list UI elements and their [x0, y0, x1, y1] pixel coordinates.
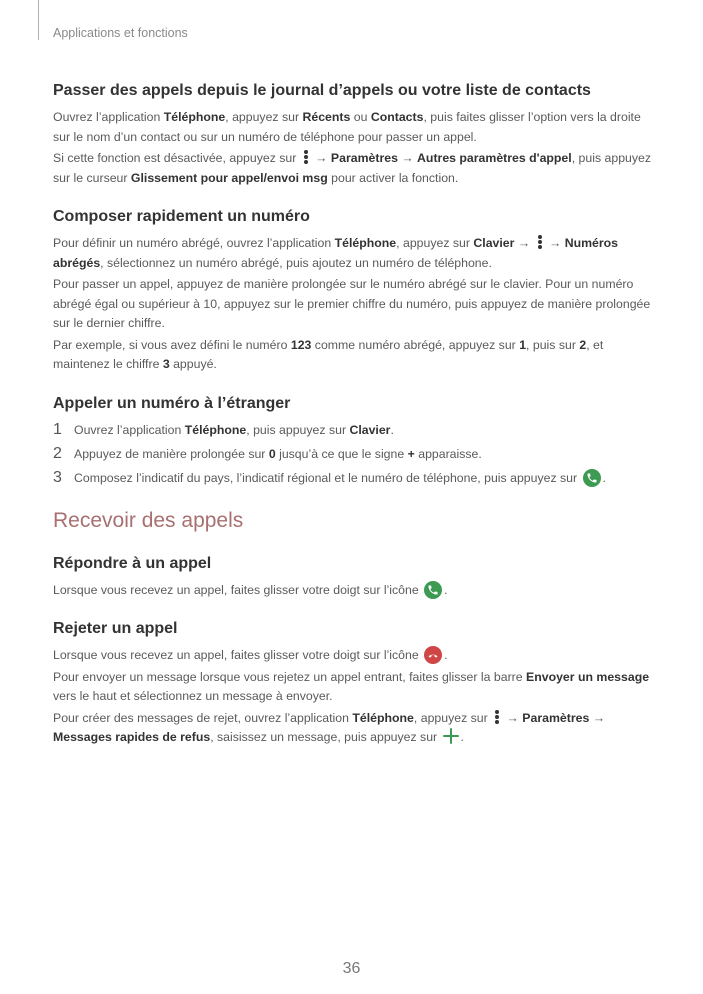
call-icon: [424, 581, 442, 599]
text: , puis sur: [526, 337, 580, 352]
text: →: [503, 710, 523, 725]
text: , sélectionnez un numéro abrégé, puis ajoutez un numéro de téléphone.: [100, 255, 492, 270]
text: Lorsque vous recevez un appel, faites glisser votre doigt sur l’icône: [53, 648, 423, 662]
step-number: 2: [53, 444, 62, 462]
text: Composez l’indicatif du pays, l’indicatif régional et le numéro de téléphone, puis appuyez sur: [74, 470, 581, 485]
page-header: Applications et fonctions: [53, 26, 188, 40]
text: Pour définir un numéro abrégé, ouvrez l’application: [53, 236, 335, 250]
text: apparaisse.: [414, 446, 482, 461]
text: comme numéro abrégé, appuyez sur: [311, 337, 520, 352]
paragraph: [53, 234, 653, 273]
bold-text: Paramètres: [330, 151, 398, 165]
paragraph: [53, 149, 653, 188]
bold-text: Numéros abrégés: [53, 236, 619, 270]
text: .: [390, 422, 394, 437]
bold-text: 0: [268, 446, 276, 461]
text: appuyé.: [169, 357, 217, 371]
text: Appuyez de manière prolongée sur: [74, 446, 269, 461]
header-rule: [38, 0, 39, 40]
text: , appuyez sur: [396, 236, 474, 250]
text: →: [311, 151, 331, 165]
bold-text: Envoyer un message: [526, 669, 650, 684]
text: Lorsque vous recevez un appel, faites glisser votre doigt sur l’icône: [53, 582, 423, 597]
section-title-international-call: Appeler un numéro à l’étranger: [53, 394, 291, 412]
text: , et maintenez le chiffre: [53, 337, 604, 371]
section-title-speed-dial: Composer rapidement un numéro: [53, 208, 310, 225]
bold-text: Téléphone: [334, 236, 397, 250]
more-options-icon: [537, 235, 543, 249]
text: , puis faites glisser l’option vers la droite sur le nom d’un contact ou sur un numéro de téléphone pour passer un appel.: [53, 110, 641, 144]
paragraph: [53, 646, 653, 666]
paragraph: [53, 336, 653, 375]
text: .: [460, 730, 464, 744]
text: .: [444, 582, 448, 597]
text: jusqu’à ce que le signe: [275, 446, 408, 461]
bold-text: Téléphone: [352, 710, 414, 725]
text: Ouvrez l’application: [74, 422, 185, 437]
call-icon: [583, 469, 601, 487]
text: →: [589, 710, 605, 725]
step-3: [53, 469, 653, 487]
bold-text: Messages rapides de refus: [53, 730, 211, 744]
page-content: [53, 82, 653, 750]
bold-text: +: [407, 446, 415, 461]
text: Par exemple, si vous avez défini le numéro: [53, 337, 291, 352]
text: pour activer la fonction.: [327, 170, 459, 185]
bold-text: 1: [519, 337, 527, 352]
text: Si cette fonction est désactivée, appuyez sur: [53, 151, 300, 165]
more-options-icon: [303, 150, 309, 164]
section-title-reject-call: Rejeter un appel: [53, 620, 178, 637]
text: .: [444, 648, 448, 662]
step-number: 1: [53, 420, 62, 438]
page-number: 36: [342, 960, 361, 977]
bold-text: Paramètres: [522, 710, 590, 725]
paragraph: [53, 581, 653, 601]
bold-text: 3: [162, 357, 170, 371]
text: .: [602, 470, 606, 485]
bold-text: Récents: [302, 110, 351, 124]
more-options-icon: [494, 710, 500, 724]
bold-text: Clavier: [473, 236, 515, 250]
text: →: [545, 236, 565, 250]
text: , appuyez sur: [413, 710, 492, 725]
text: →: [514, 236, 534, 250]
text: , puis appuyez sur le curseur: [53, 151, 652, 185]
paragraph: [53, 709, 653, 748]
bold-text: Clavier: [349, 422, 391, 437]
text: Ouvrez l’application: [53, 110, 164, 124]
paragraph: [53, 108, 653, 147]
text: Pour envoyer un message lorsque vous rejetez un appel entrant, faites glisser la barre: [53, 669, 527, 684]
add-icon: [443, 728, 459, 744]
bold-text: Téléphone: [163, 110, 226, 124]
bold-text: Contacts: [370, 110, 424, 124]
step-2: [53, 445, 653, 463]
text: vers le haut et sélectionnez un message à envoyer.: [53, 689, 333, 703]
text: →: [397, 151, 418, 165]
paragraph: [53, 668, 653, 707]
bold-text: 123: [290, 337, 312, 352]
text: Pour créer des messages de rejet, ouvrez l’application: [53, 710, 353, 725]
bold-text: Glissement pour appel/envoi msg: [130, 170, 328, 185]
step-1: [53, 421, 653, 439]
step-number: 3: [53, 468, 62, 486]
text: , appuyez sur: [225, 110, 303, 124]
text: , puis appuyez sur: [246, 422, 350, 437]
reject-call-icon: [424, 646, 442, 664]
paragraph: Pour passer un appel, appuyez de manière prolongée sur le numéro abrégé sur le clavier. Pour un numéro abrégé égal ou supérieur à 10, appuyez sur le premier chiffre du numéro, puis appuyez de manière prolongée sur le dernier chiffre.: [53, 277, 651, 330]
bold-text: Téléphone: [184, 422, 247, 437]
section-title-call-from-log: Passer des appels depuis le journal d’appels ou votre liste de contacts: [53, 82, 591, 99]
section-title-receive-calls: Recevoir des appels: [53, 508, 244, 532]
text: ou: [350, 110, 371, 124]
section-title-answer-call: Répondre à un appel: [53, 554, 212, 572]
bold-text: Autres paramètres d'appel: [417, 151, 572, 165]
bold-text: 2: [579, 337, 587, 352]
text: , saisissez un message, puis appuyez sur: [210, 730, 441, 744]
